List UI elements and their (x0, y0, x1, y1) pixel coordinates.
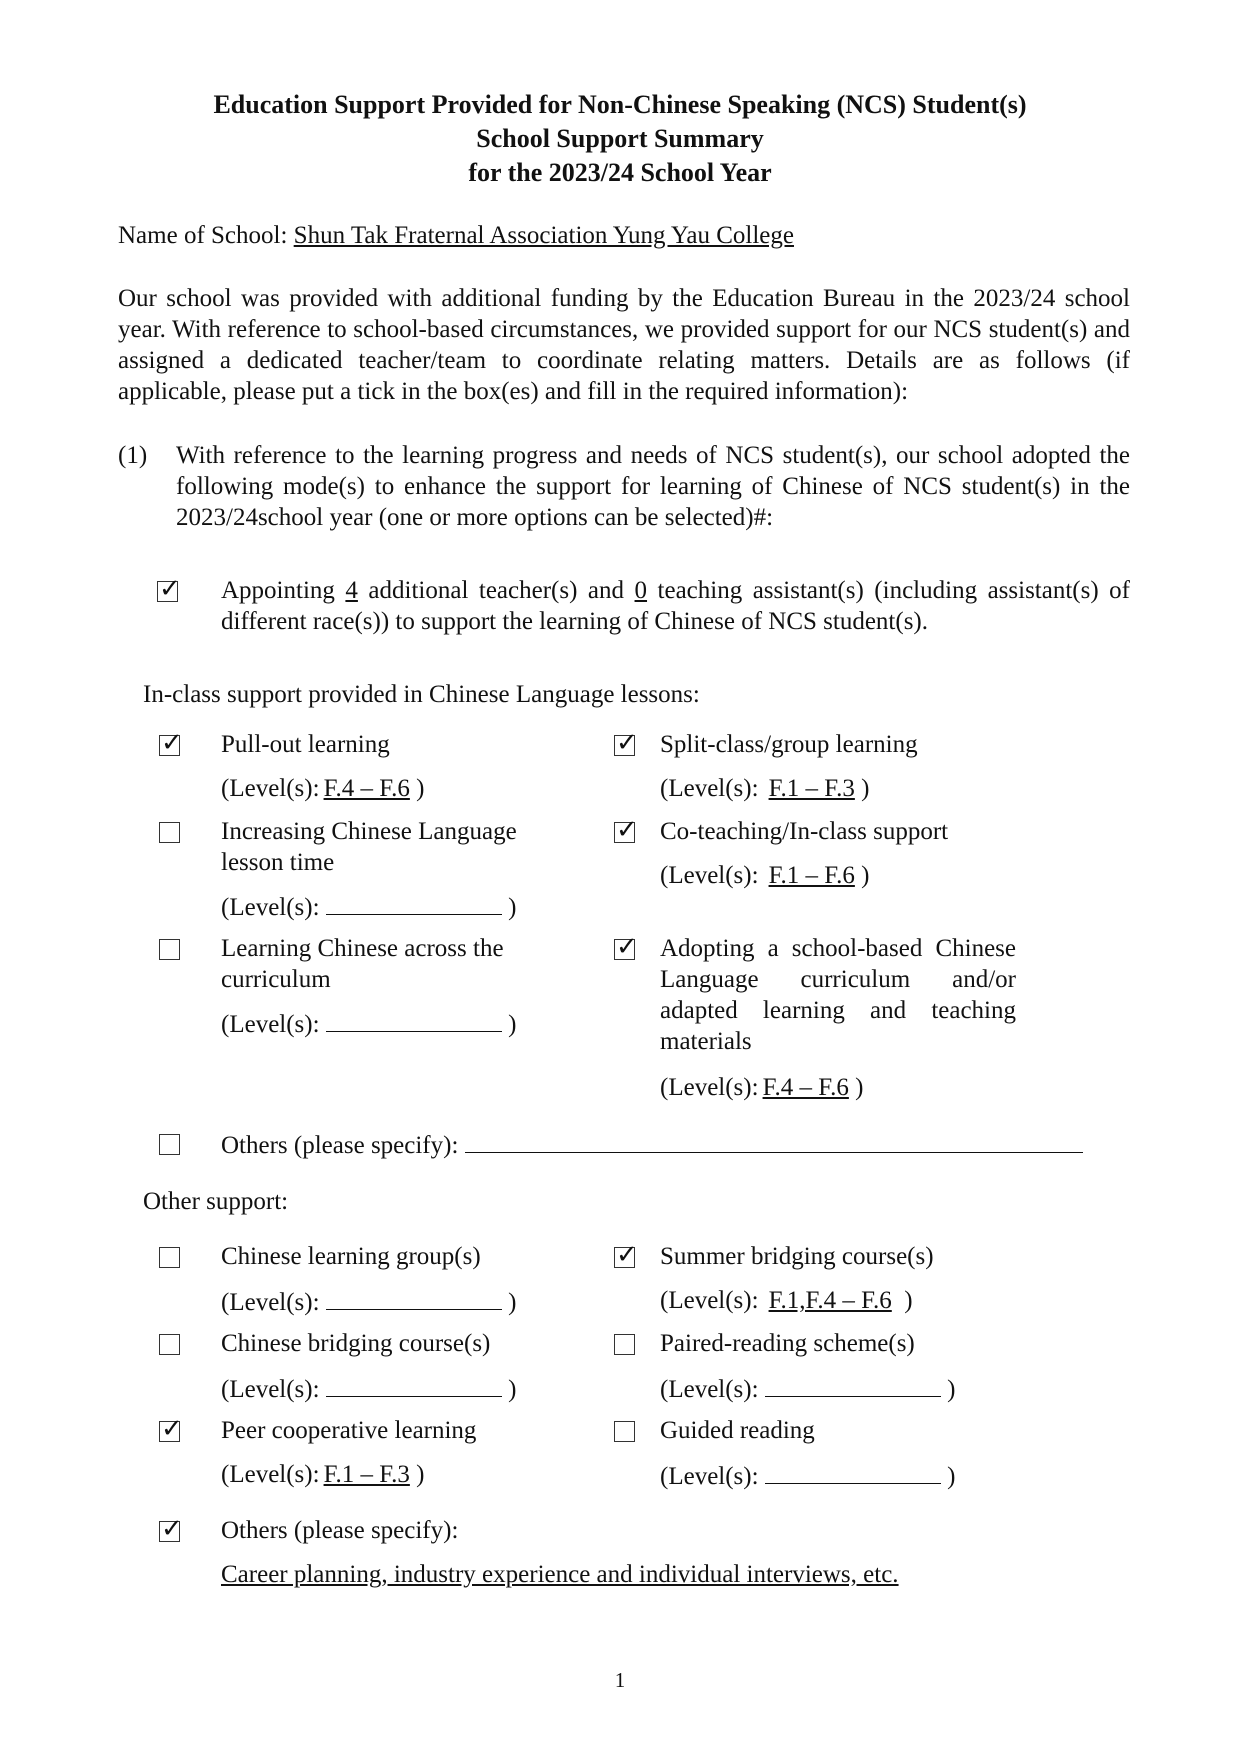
levels-label: (Level(s): (221, 1289, 320, 1316)
summer-bridging-label: Summer bridging course(s) (660, 1243, 934, 1270)
tick-icon: ✓ (616, 728, 638, 758)
split-class-checkbox[interactable] (614, 728, 638, 758)
other-support-others-checkbox[interactable] (159, 1514, 183, 1544)
section-number: (1) (118, 442, 148, 469)
levels-close: ) (508, 894, 517, 921)
school-based-curriculum-levels (660, 1072, 863, 1103)
summer-bridging-checkbox[interactable] (614, 1240, 638, 1270)
levels-close: ) (416, 775, 425, 802)
other-support-others-label: Others (please specify): (221, 1517, 459, 1544)
co-teaching-levels (660, 860, 869, 891)
learning-group-checkbox[interactable] (159, 1247, 180, 1268)
across-curriculum-checkbox[interactable] (159, 939, 180, 960)
levels-label: (Level(s): (221, 1376, 320, 1403)
tick-icon: ✓ (161, 728, 183, 758)
school-name-label: Name of School: (118, 222, 288, 249)
levels-blank[interactable] (765, 1459, 941, 1484)
school-based-curriculum-checkbox[interactable] (614, 932, 638, 962)
levels-blank[interactable] (326, 1372, 502, 1397)
guided-reading-label: Guided reading (660, 1417, 815, 1444)
levels-blank[interactable] (326, 1285, 502, 1310)
levels-value: F.1 – F.6 (768, 862, 855, 889)
co-teaching-label: Co-teaching/In-class support (660, 818, 949, 845)
tick-icon: ✓ (616, 815, 638, 845)
levels-close: ) (861, 775, 870, 802)
paired-reading-checkbox[interactable] (614, 1334, 635, 1355)
appointing-post: teaching assistant(s) (including assistant(s) of different race(s)) to support the learning of Chinese of NCS student(s). (221, 577, 1130, 635)
levels-blank[interactable] (326, 890, 502, 915)
inclass-others-label: Others (please specify): (221, 1132, 459, 1159)
peer-cooperative-checkbox[interactable] (159, 1414, 183, 1444)
chinese-bridging-label: Chinese bridging course(s) (221, 1330, 491, 1357)
pull-out-label: Pull-out learning (221, 731, 390, 758)
document-title-line1: Education Support Provided for Non-Chinese Speaking (NCS) Student(s) (213, 90, 1027, 119)
appointing-pre: Appointing (221, 577, 346, 604)
levels-label: (Level(s): (221, 1011, 320, 1038)
paired-reading-levels (660, 1372, 955, 1405)
tick-icon: ✓ (161, 1514, 183, 1544)
levels-close: ) (508, 1289, 517, 1316)
school-name-value: Shun Tak Fraternal Association Yung Yau College (293, 222, 794, 249)
learning-group-levels (221, 1285, 516, 1318)
levels-label: (Level(s): (221, 775, 320, 802)
inclass-others-row (221, 1128, 1083, 1161)
levels-close: ) (947, 1463, 956, 1490)
levels-close: ) (855, 1074, 864, 1101)
levels-label: (Level(s): (221, 1461, 320, 1488)
levels-label: (Level(s): (660, 1287, 759, 1314)
across-curriculum-levels (221, 1007, 516, 1040)
school-based-curriculum-label: Adopting a school-based Chinese Language curriculum and/or adapted learning and teaching materials (660, 935, 1016, 1055)
chinese-bridging-levels (221, 1372, 516, 1405)
levels-close: ) (416, 1461, 425, 1488)
across-curriculum-label: Learning Chinese across the curriculum (221, 935, 504, 993)
other-support-others-value: Career planning, industry experience and individual interviews, etc. (221, 1561, 899, 1588)
levels-close: ) (508, 1011, 517, 1038)
lesson-time-label: Increasing Chinese Language lesson time (221, 818, 517, 876)
levels-label: (Level(s): (660, 1074, 759, 1101)
levels-value: F.1 – F.3 (768, 775, 855, 802)
levels-label: (Level(s): (660, 1463, 759, 1490)
levels-value: F.1,F.4 – F.6 (768, 1287, 892, 1314)
assistant-count: 0 (634, 577, 648, 604)
peer-cooperative-levels (221, 1459, 424, 1490)
co-teaching-checkbox[interactable] (614, 815, 638, 845)
school-name-row (118, 220, 794, 251)
levels-close: ) (904, 1287, 913, 1314)
document-title-line2: School Support Summary (476, 124, 764, 153)
inclass-others-checkbox[interactable] (159, 1134, 180, 1155)
levels-close: ) (508, 1376, 517, 1403)
guided-reading-checkbox[interactable] (614, 1421, 635, 1442)
lesson-time-checkbox[interactable] (159, 822, 180, 843)
levels-label: (Level(s): (660, 1376, 759, 1403)
levels-label: (Level(s): (660, 775, 759, 802)
levels-label: (Level(s): (660, 862, 759, 889)
appointing-text (221, 575, 1130, 637)
document-title-line3: for the 2023/24 School Year (468, 158, 772, 187)
levels-value: F.1 – F.3 (323, 1461, 410, 1488)
tick-icon: ✓ (616, 932, 638, 962)
levels-label: (Level(s): (221, 894, 320, 921)
lesson-time-levels (221, 890, 516, 923)
split-class-label: Split-class/group learning (660, 731, 918, 758)
tick-icon: ✓ (161, 1414, 183, 1444)
learning-group-label: Chinese learning group(s) (221, 1243, 481, 1270)
intro-paragraph: Our school was provided with additional funding by the Education Bureau in the 2023/24 school year. With reference to school-based circumstances, we provided support for our NCS student(s) and assigned a dedicated teacher/team to coordinate relating matters. Details are as follows (if applicable, please put a tick in the box(es) and fill in the required information): (118, 285, 1130, 405)
summer-bridging-levels (660, 1285, 913, 1316)
levels-value: F.4 – F.6 (323, 775, 410, 802)
other-support-heading: Other support: (143, 1188, 289, 1215)
split-class-levels (660, 773, 869, 804)
levels-close: ) (947, 1376, 956, 1403)
levels-blank[interactable] (765, 1372, 941, 1397)
peer-cooperative-label: Peer cooperative learning (221, 1417, 477, 1444)
appointing-mid: additional teacher(s) and (357, 577, 635, 604)
pull-out-levels (221, 773, 424, 804)
inclass-heading: In-class support provided in Chinese Language lessons: (143, 681, 700, 708)
appointing-checkbox[interactable] (157, 574, 181, 604)
tick-icon: ✓ (159, 574, 181, 604)
guided-reading-levels (660, 1459, 955, 1492)
paired-reading-label: Paired-reading scheme(s) (660, 1330, 915, 1357)
levels-blank[interactable] (326, 1007, 502, 1032)
levels-value: F.4 – F.6 (762, 1074, 849, 1101)
chinese-bridging-checkbox[interactable] (159, 1334, 180, 1355)
tick-icon: ✓ (616, 1240, 638, 1270)
pull-out-checkbox[interactable] (159, 728, 183, 758)
levels-close: ) (861, 862, 870, 889)
teacher-count: 4 (345, 577, 358, 604)
page-number: 1 (614, 1668, 626, 1692)
section-text: With reference to the learning progress and needs of NCS student(s), our school adopted the following mode(s) to enhance the support for learning of Chinese of NCS student(s) in the 2023/24school year (one or more options can be selected)#: (176, 442, 1130, 531)
inclass-others-blank[interactable] (465, 1128, 1083, 1153)
